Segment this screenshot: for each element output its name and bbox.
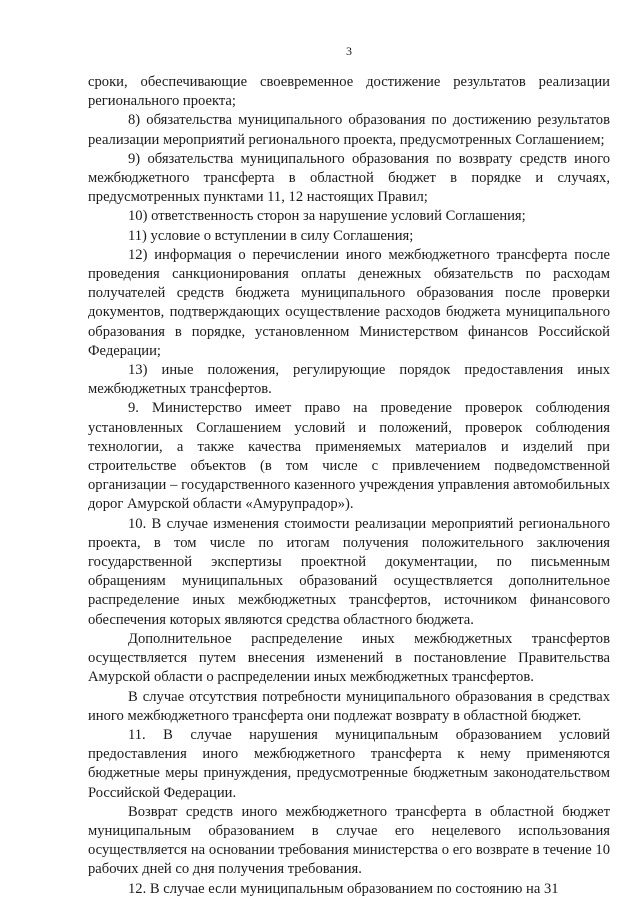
document-body [88,73,610,899]
paragraph-item-12: 12) информация о перечислении иного межбюджетного трансферта после проведения санкционирования оплаты денежных обязательств по расходам получателей средств бюджета муниципального образования после проверки документов, подтверждающих осуществление расходов бюджета муниципального образования в порядке, установленном Министерством финансов Российской Федерации; [88,246,610,359]
paragraph-item-10: 10) ответственность сторон за нарушение условий Соглашения; [128,208,526,225]
paragraph-item-9: 9) обязательства муниципального образования по возврату средств иного межбюджетного трансферта в областной бюджет в порядке и случаях, предусмотренных пунктами 11, 12 настоящих Правил; [88,150,610,206]
paragraph-clause-11: 11. В случае нарушения муниципальным образованием условий предоставления иного межбюджетного трансферта к нему применяются бюджетные меры принуждения, предусмотренные бюджетным законодательством Российской Федерации. [88,726,610,801]
page-number: 3 [346,44,352,58]
paragraph-clause-9: 9. Министерство имеет право на проведение проверок соблюдения установленных Соглашением условий и положений, проверок соблюдения технологии, а также качества применяемых материалов и изделий при строительстве объектов (в том числе с привлечением подведомственной организации – государственного казенного учреждения управления автомобильных дорог Амурской области «Амурупрадор»). [88,400,610,513]
paragraph-deadlines: сроки, обеспечивающие своевременное достижение результатов реализации регионального проекта; [88,74,610,110]
paragraph-no-need: В случае отсутствия потребности муниципального образования в средствах иного межбюджетного трансферта они подлежат возврату в областной бюджет. [88,688,610,724]
paragraph-item-8: 8) обязательства муниципального образования по достижению результатов реализации мероприятий регионального проекта, предусмотренных Соглашением; [88,112,610,148]
paragraph-item-13: 13) иные положения, регулирующие порядок предоставления иных межбюджетных трансфертов. [88,362,610,398]
paragraph-item-11: 11) условие о вступлении в силу Соглашения; [128,227,414,244]
paragraph-clause-10: 10. В случае изменения стоимости реализации мероприятий регионального проекта, в том числе по итогам получения положительного заключения государственной экспертизы проектной документации, по письменным обращениям муниципальных образований осуществляется дополнительное распределение иных межбюджетных трансфертов, источником финансового обеспечения которых являются средства областного бюджета. [88,515,610,628]
paragraph-clause-12: 12. В случае если муниципальным образованием по состоянию на 31 [128,880,559,897]
paragraph-return: Возврат средств иного межбюджетного трансферта в областной бюджет муниципальным образованием в случае его нецелевого использования осуществляется на основании требования министерства о его возврате в течение 10 рабочих дней со дня получения требования. [88,803,610,878]
paragraph-additional-distribution: Дополнительное распределение иных межбюджетных трансфертов осуществляется путем внесения изменений в постановление Правительства Амурской области о распределении иных межбюджетных трансфертов. [88,630,610,686]
